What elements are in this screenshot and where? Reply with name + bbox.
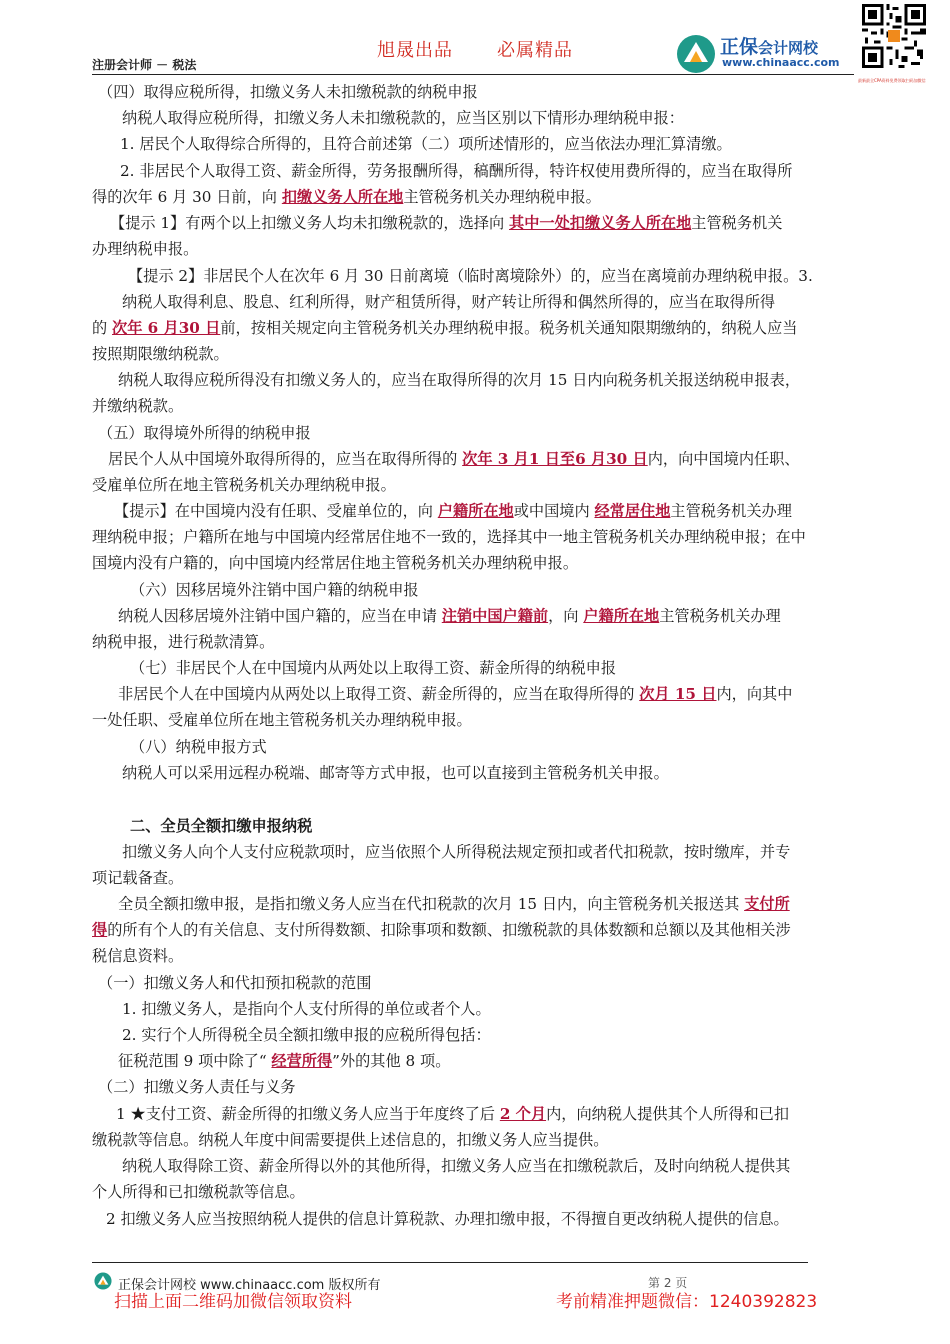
text-line: [130, 737, 267, 757]
text-run: ，向: [548, 607, 584, 625]
text-line: [120, 161, 792, 181]
text-line: [92, 868, 183, 888]
highlight-term: 2 个月: [499, 1105, 547, 1123]
text-line: [92, 553, 578, 573]
text-run: 税信息资料。: [92, 947, 184, 965]
text-line: [130, 580, 419, 600]
logo-url: www.chinaacc.com: [722, 56, 840, 69]
text-line: [122, 1025, 491, 1045]
header-slogan-right: 必属精品: [497, 40, 573, 61]
text-line: [92, 396, 183, 416]
text-run: 1. 居民个人取得综合所得的，且符合前述第（二）项所述情形的，应当依法办理汇算清缴。: [120, 135, 732, 153]
text-line: [92, 1130, 608, 1150]
text-run: 全员全额扣缴申报，是指扣缴义务人应当在代扣税款的次月 15 日内，向主管税务机关报送其: [118, 895, 745, 913]
text-run: 或中国境内: [513, 502, 595, 520]
text-line: [118, 370, 800, 390]
text-run: 【提示 2】非居民个人在次年 6 月 30 日前离境（临时离境除外）的，应当在离境前办理纳税申报。3.: [128, 267, 813, 285]
text-run: 前，按相关规定向主管税务机关办理纳税申报。税务机关通知限期缴纳的，纳税人应当: [220, 319, 798, 337]
text-line: [118, 894, 790, 914]
text-line: [108, 449, 800, 469]
header-slogan-left: 旭晟出品: [377, 40, 453, 61]
text-run: 的: [92, 319, 113, 337]
logo-tagline: 会计网校: [758, 39, 819, 57]
text-run: （八）纳税申报方式: [130, 738, 267, 756]
text-line: [92, 344, 229, 364]
text-run: 1. 扣缴义务人，是指向个人支付所得的单位或者个人。: [122, 1000, 491, 1018]
text-run: 纳税人取得除工资、薪金所得以外的其他所得，扣缴义务人应当在扣缴税款后，及时向纳税人提供其: [122, 1157, 791, 1175]
text-line: [92, 946, 183, 966]
text-run: 缴税款等信息。纳税人年度中间需要提供上述信息的，扣缴义务人应当提供。: [92, 1131, 609, 1149]
text-run: 理纳税申报；户籍所在地与中国境内经常居住地不一致的，选择其中一地主管税务机关办理纳税申报；在中: [92, 528, 806, 546]
highlight-term: 得: [92, 921, 108, 939]
text-line: [92, 239, 198, 259]
text-run: 受雇单位所在地主管税务机关办理纳税申报。: [92, 476, 396, 494]
text-run: 纳税人取得利息、股息、红利所得，财产租赁所得，财产转让所得和偶然所得的，应当在取得所得: [122, 293, 776, 311]
qr-code-icon: [862, 4, 926, 68]
text-run: （五）取得境外所得的纳税申报: [98, 424, 311, 442]
text-run: 纳税人取得应税所得，扣缴义务人未扣缴税款的，应当区别以下情形办理纳税申报：: [122, 109, 684, 127]
highlight-term: 户籍所在地: [583, 607, 660, 625]
text-run: 按照期限缴纳税款。: [92, 345, 229, 363]
text-run: 【提示】在中国境内没有任职、受雇单位的，向: [114, 502, 438, 520]
text-run: （一）扣缴义务人和代扣预扣税款的范围: [98, 974, 372, 992]
text-run: 主管税务机关办理: [670, 502, 792, 520]
text-line: [114, 501, 792, 521]
text-line: [92, 475, 396, 495]
highlight-term: 注销中国户籍前: [441, 607, 549, 625]
highlight-term: 户籍所在地: [437, 502, 514, 520]
text-line: [92, 710, 472, 730]
text-line: [122, 763, 669, 783]
text-run: 项记载备查。: [92, 869, 184, 887]
text-run: （七）非居民个人在中国境内从两处以上取得工资、薪金所得的纳税申报: [130, 659, 616, 677]
text-run: 的所有个人的有关信息、支付所得数额、扣除事项和数额、扣缴税款的具体数额和总额以及其他相关涉: [107, 921, 791, 939]
text-run: 一处任职、受雇单位所在地主管税务机关办理纳税申报。: [92, 711, 472, 729]
text-run: 2. 非居民个人取得工资、薪金所得，劳务报酬所得，稿酬所得，特许权使用费所得的，应当在取得所: [120, 162, 793, 180]
logo-name: 正保: [720, 36, 759, 58]
text-line: [92, 187, 601, 207]
text-run: 非居民个人在中国境内从两处以上取得工资、薪金所得的，应当在取得所得的: [118, 685, 640, 703]
highlight-term: 支付所: [744, 895, 790, 913]
footer-note-right: 考前精准押题微信：1240392823: [556, 1292, 818, 1312]
text-line: [118, 606, 781, 626]
text-run: 办理纳税申报。: [92, 240, 199, 258]
text-run: （六）因移居境外注销中国户籍的纳税申报: [130, 581, 419, 599]
text-line: [92, 527, 806, 547]
highlight-term: 经营所得: [271, 1052, 333, 1070]
text-line: [92, 920, 791, 940]
text-run: 主管税务机关: [691, 214, 783, 232]
text-run: 国境内没有户籍的，向中国境内经常居住地主管税务机关办理纳税申报。: [92, 554, 578, 572]
text-line: [130, 658, 616, 678]
text-line: [92, 1182, 305, 1202]
page-number: 第 2 页: [648, 1276, 688, 1290]
text-run: 主管税务机关办理纳税申报。: [403, 188, 601, 206]
course-title: 注册会计师 － 税法: [92, 58, 197, 72]
highlight-term: 扣缴义务人所在地: [281, 188, 404, 206]
text-run: 2. 实行个人所得税全员全额扣缴申报的应税所得包括：: [122, 1026, 491, 1044]
text-run: 个人所得和已扣缴税款等信息。: [92, 1183, 305, 1201]
text-line: [92, 318, 797, 338]
text-line: [106, 1209, 789, 1229]
text-line: [118, 684, 792, 704]
highlight-term: 次月 15 日: [639, 685, 717, 703]
text-line: [122, 108, 684, 128]
text-run: 纳税人取得应税所得没有扣缴义务人的，应当在取得所得的次月 15 日内向税务机关报送纳税申报表，: [118, 371, 801, 389]
text-run: （四）取得应税所得，扣缴义务人未扣缴税款的纳税申报: [98, 83, 478, 101]
footer-copyright: 正保会计网校 www.chinaacc.com 版权所有: [118, 1278, 381, 1293]
text-run: 内，向中国境内任职、: [647, 450, 800, 468]
text-run: 纳税申报，进行税款清算。: [92, 633, 275, 651]
highlight-term: 次年 3 月1 日至6 月30 日: [462, 450, 648, 468]
text-line: [110, 213, 782, 233]
footer-logo-icon: [94, 1272, 112, 1290]
text-line: [92, 632, 274, 652]
text-line: [98, 423, 311, 443]
text-run: 内，向其中: [716, 685, 793, 703]
text-line: [98, 973, 371, 993]
text-line: [122, 292, 775, 312]
text-line: [120, 134, 732, 154]
text-run: 2 扣缴义务人应当按照纳税人提供的信息计算税款、办理扣缴申报，不得擅自更改纳税人提供的信息。: [106, 1210, 789, 1228]
text-run: 纳税人可以采用远程办税端、邮寄等方式申报，也可以直接到主管税务机关申报。: [122, 764, 669, 782]
text-line: [128, 266, 813, 286]
text-line: [122, 999, 491, 1019]
text-run: 内，向纳税人提供其个人所得和已扣: [546, 1105, 790, 1123]
text-run: 得的次年 6 月 30 日前，向: [92, 188, 282, 206]
text-run: （二）扣缴义务人责任与义务: [98, 1078, 296, 1096]
text-run: 扣缴义务人向个人支付应税款项时，应当依照个人所得税法规定预扣或者代扣税款，按时缴库，并专: [122, 843, 791, 861]
qr-caption: 最新最全CPA资料免费领取扫码加微信: [858, 78, 926, 83]
text-run: 并缴纳税款。: [92, 397, 184, 415]
text-run: 纳税人因移居境外注销中国户籍的，应当在申请: [118, 607, 442, 625]
text-line: [122, 1156, 790, 1176]
text-run: ”外的其他 8 项。: [332, 1052, 451, 1070]
text-line: [122, 842, 790, 862]
text-run: 【提示 1】有两个以上扣缴义务人均未扣缴税款的，选择向: [110, 214, 510, 232]
footer-divider: [92, 1262, 808, 1263]
text-line: [116, 1104, 789, 1124]
chinaacc-logo: [676, 28, 858, 76]
text-run: 1 ★支付工资、薪金所得的扣缴义务人应当于年度终了后: [116, 1105, 500, 1123]
text-line: [98, 1077, 295, 1097]
text-run: 主管税务机关办理: [659, 607, 781, 625]
highlight-term: 其中一处扣缴义务人所在地: [509, 214, 692, 232]
header-divider: [92, 74, 854, 75]
text-line: [130, 816, 312, 836]
footer-note-left: 扫描上面二维码加微信领取资料: [114, 1292, 352, 1312]
section-heading: 二、全员全额扣缴申报纳税: [130, 817, 313, 835]
highlight-term: 经常居住地: [594, 502, 671, 520]
text-run: 征税范围 9 项中除了“: [118, 1052, 272, 1070]
text-line: [98, 82, 478, 102]
text-line: [118, 1051, 450, 1071]
text-run: 居民个人从中国境外取得所得的，应当在取得所得的: [108, 450, 463, 468]
logo-mark-icon: [676, 34, 716, 74]
highlight-term: 次年 6 月30 日: [112, 319, 221, 337]
